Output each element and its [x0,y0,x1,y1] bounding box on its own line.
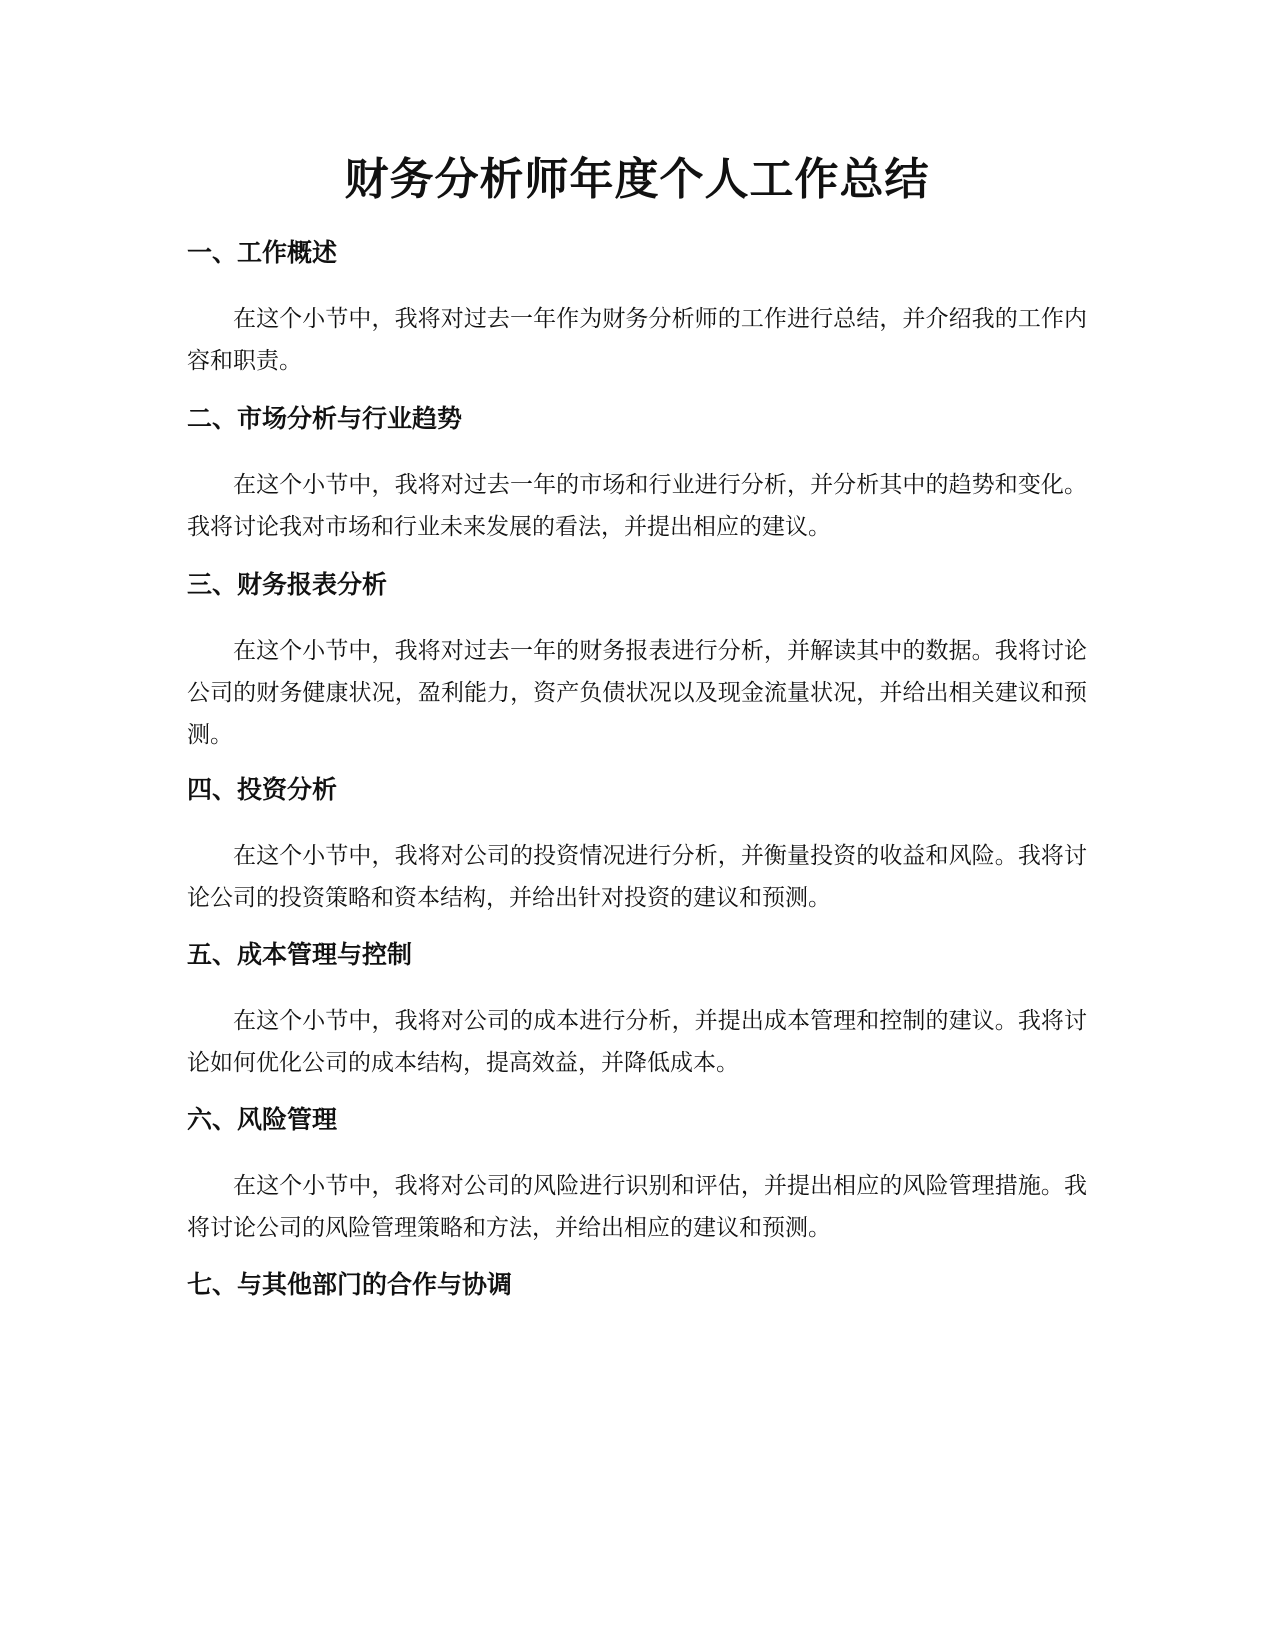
section-investment-analysis [187,773,1087,919]
section-heading: 五、成本管理与控制 [187,940,413,969]
section-paragraph: 在这个小节中，我将对公司的投资情况进行分析，并衡量投资的收益和风险。我将讨论公司的投资策略和资本结构，并给出针对投资的建议和预测。 [187,843,1087,911]
section-market-analysis [187,402,1087,548]
section-work-overview [187,236,1087,382]
section-cross-department-collaboration [187,1268,1087,1302]
section-paragraph: 在这个小节中，我将对公司的成本进行分析，并提出成本管理和控制的建议。我将讨论如何优化公司的成本结构，提高效益，并降低成本。 [187,1008,1087,1076]
section-heading: 一、工作概述 [187,238,338,267]
section-risk-management [187,1103,1087,1249]
section-paragraph: 在这个小节中，我将对过去一年的市场和行业进行分析，并分析其中的趋势和变化。我将讨论我对市场和行业未来发展的看法，并提出相应的建议。 [187,472,1087,540]
section-paragraph: 在这个小节中，我将对过去一年作为财务分析师的工作进行总结，并介绍我的工作内容和职责。 [187,306,1087,374]
section-heading: 七、与其他部门的合作与协调 [187,1270,513,1299]
document-title: 财务分析师年度个人工作总结 [344,154,930,205]
section-heading: 三、财务报表分析 [187,570,388,599]
section-cost-management [187,938,1087,1084]
section-heading: 二、市场分析与行业趋势 [187,404,463,433]
section-heading: 六、风险管理 [187,1105,338,1134]
document-page [187,0,1087,1650]
section-paragraph: 在这个小节中，我将对公司的风险进行识别和评估，并提出相应的风险管理措施。我将讨论公司的风险管理策略和方法，并给出相应的建议和预测。 [187,1173,1087,1241]
section-financial-statements [187,568,1087,756]
section-heading: 四、投资分析 [187,775,338,804]
section-paragraph: 在这个小节中，我将对过去一年的财务报表进行分析，并解读其中的数据。我将讨论公司的财务健康状况，盈利能力，资产负债状况以及现金流量状况，并给出相关建议和预测。 [187,638,1087,748]
